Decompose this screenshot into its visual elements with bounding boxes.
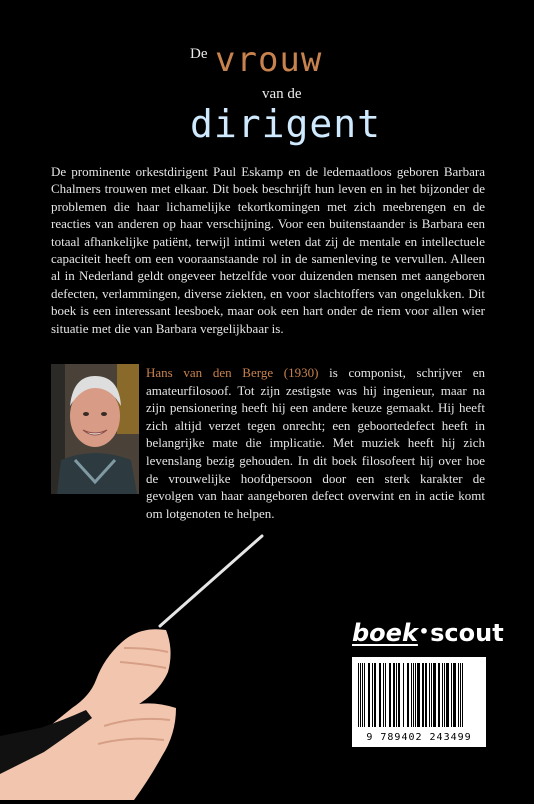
- barcode-bar: [407, 663, 409, 727]
- author-photo: [51, 364, 139, 494]
- barcode-bar: [398, 663, 400, 727]
- barcode-bar: [396, 663, 397, 727]
- barcode-bar: [379, 663, 381, 727]
- barcode-bar: [358, 663, 359, 727]
- barcode-bar: [460, 663, 461, 727]
- author-bio: [146, 364, 485, 522]
- barcode-bar: [372, 663, 373, 727]
- barcode-bar: [413, 663, 414, 727]
- barcode-bar: [422, 663, 424, 727]
- barcode-bar: [438, 663, 440, 727]
- barcode: [352, 657, 486, 747]
- barcode-bar: [429, 663, 430, 727]
- publisher-logo-part1: boek: [352, 619, 418, 647]
- barcode-bar: [451, 663, 452, 727]
- barcode-bar: [446, 663, 449, 727]
- barcode-bar: [433, 663, 436, 727]
- book-blurb: De prominente orkestdirigent Paul Eskamp en de ledemaatloos geboren Barbara Chalmers trouwen met elkaar. Dit boek beschrijft hun leven en in het bijzonder de problemen die haar lichamelijke tekortkomingen met zich meebrengen en de reacties van anderen op haar verschijning. Voor een buitenstaander is Barbara een totaal afhankelijke patiënt, terwijl intimi weten dat zij de mentale en intellectuele capaciteit heeft om een vooraanstaande rol in de samenleving te vervullen. Alleen al in Nederland geldt ongeveer hetzelfde voor duizenden mensen met aangeboren defecten, verlammingen, diverse ziekten, en voor slachtoffers van ongelukken. Dit boek is een interessant leesboek, maar ook een hart onder de riem voor allen wier situatie met die van Barbara vergelijkbaar is.: [51, 164, 485, 336]
- barcode-bar: [383, 663, 384, 727]
- publisher-logo-dot: •: [418, 622, 430, 641]
- barcode-bar: [444, 663, 445, 727]
- barcode-bar: [442, 663, 443, 727]
- title-words-van-de: van de: [262, 86, 302, 102]
- barcode-bars: [352, 657, 486, 731]
- barcode-bar: [368, 663, 370, 727]
- publisher-logo: [352, 619, 504, 651]
- cover-title: [0, 0, 534, 160]
- barcode-bar: [389, 663, 391, 727]
- barcode-bar: [385, 663, 386, 727]
- conductor-hands-image: [0, 530, 280, 800]
- barcode-bar: [415, 663, 416, 727]
- barcode-bar: [360, 663, 361, 727]
- title-word-vrouw: vrouw: [215, 40, 323, 80]
- barcode-bar: [374, 663, 376, 727]
- title-word-dirigent: dirigent: [190, 102, 382, 146]
- title-word-de: De: [190, 46, 208, 62]
- barcode-bar: [462, 663, 463, 727]
- author-name: Hans van den Berge (1930): [146, 365, 319, 380]
- barcode-bar: [425, 663, 427, 727]
- barcode-bar: [453, 663, 456, 727]
- barcode-bar: [403, 663, 404, 727]
- publisher-logo-part2: scout: [430, 619, 504, 647]
- barcode-bar: [431, 663, 432, 727]
- barcode-bar: [393, 663, 395, 727]
- isbn-number: 9 789402 243499: [366, 732, 472, 743]
- barcode-bar: [364, 663, 365, 727]
- barcode-bar: [417, 663, 420, 727]
- barcode-bar: [458, 663, 459, 727]
- author-bio-text: is componist, schrijver en amateurfilosoof. Tot zijn zestigste was hij ingenieur, maar na zijn pensionering heeft hij een andere keuze gemaakt. Hij heeft zich altijd verzet tegen onrecht; een geboortedefect heeft in belangrijke mate die implicatie. Met muziek heeft hij zich levenslang bezig gehouden. In dit boek filosofeert hij over hoe de vrouwelijke hoofdpersoon door een sterk karakter de gevolgen van haar aangeboren defect overwint en in actie komt om lotgenoten te helpen.: [146, 365, 485, 521]
- barcode-bar: [411, 663, 412, 727]
- barcode-bar: [362, 663, 363, 727]
